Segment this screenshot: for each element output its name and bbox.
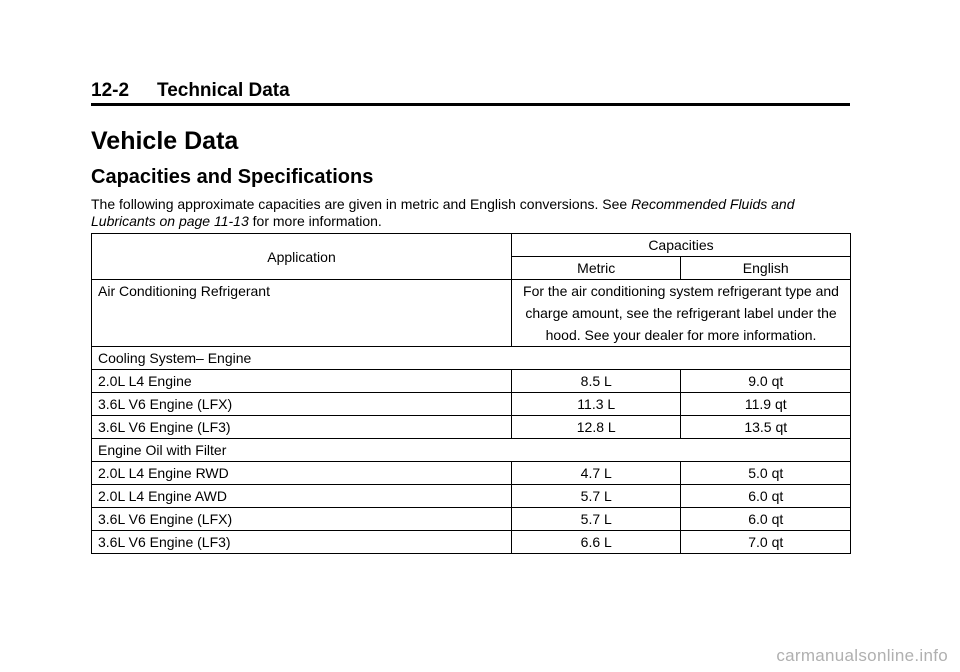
intro-paragraph xyxy=(91,196,851,230)
row-application: 3.6L V6 Engine (LFX) xyxy=(92,393,512,416)
row-metric: 5.7 L xyxy=(512,508,681,531)
table-row xyxy=(92,393,851,416)
ac-note: For the air conditioning system refrigerant type and charge amount, see the refrigerant label under the hood. See your dealer for more information. xyxy=(512,280,851,347)
header-rule xyxy=(91,103,850,106)
row-metric: 6.6 L xyxy=(512,531,681,554)
header-english: English xyxy=(681,257,851,280)
table-row xyxy=(92,416,851,439)
page-number: 12-2 xyxy=(91,80,130,101)
row-metric: 4.7 L xyxy=(512,462,681,485)
row-application: 2.0L L4 Engine RWD xyxy=(92,462,512,485)
row-application: 3.6L V6 Engine (LF3) xyxy=(92,531,512,554)
table-row xyxy=(92,485,851,508)
table-row xyxy=(92,462,851,485)
header-application: Application xyxy=(92,234,512,280)
row-metric: 5.7 L xyxy=(512,485,681,508)
row-application: 2.0L L4 Engine AWD xyxy=(92,485,512,508)
row-english: 9.0 qt xyxy=(681,370,851,393)
row-application: 2.0L L4 Engine xyxy=(92,370,512,393)
watermark: carmanualsonline.info xyxy=(776,646,948,665)
row-english: 6.0 qt xyxy=(681,485,851,508)
table-row xyxy=(92,531,851,554)
row-application: 3.6L V6 Engine (LFX) xyxy=(92,508,512,531)
table-row-ac xyxy=(92,280,851,347)
table-header-row xyxy=(92,234,851,257)
intro-text-after: for more information. xyxy=(248,213,382,229)
group-label: Engine Oil with Filter xyxy=(92,439,851,462)
row-metric: 8.5 L xyxy=(512,370,681,393)
group-label: Cooling System– Engine xyxy=(92,347,851,370)
page-title: Vehicle Data xyxy=(91,127,239,155)
page-header xyxy=(91,80,850,102)
table-row xyxy=(92,508,851,531)
ac-label: Air Conditioning Refrigerant xyxy=(92,280,512,347)
row-english: 6.0 qt xyxy=(681,508,851,531)
row-metric: 11.3 L xyxy=(512,393,681,416)
table-row xyxy=(92,370,851,393)
header-capacities: Capacities xyxy=(512,234,851,257)
capacities-table xyxy=(91,233,851,554)
subsection-title: Capacities and Specifications xyxy=(91,166,374,188)
intro-text-before: The following approximate capacities are given in metric and English conversions. See xyxy=(91,196,632,212)
row-english: 11.9 qt xyxy=(681,393,851,416)
section-title: Technical Data xyxy=(157,80,290,101)
row-english: 7.0 qt xyxy=(681,531,851,554)
intro-reference-link[interactable]: Recommended Fluids and Lubricants on page 11-13 xyxy=(91,196,795,229)
table-group-row xyxy=(92,439,851,462)
row-english: 13.5 qt xyxy=(681,416,851,439)
header-metric: Metric xyxy=(512,257,681,280)
row-application: 3.6L V6 Engine (LF3) xyxy=(92,416,512,439)
row-english: 5.0 qt xyxy=(681,462,851,485)
table-group-row xyxy=(92,347,851,370)
row-metric: 12.8 L xyxy=(512,416,681,439)
